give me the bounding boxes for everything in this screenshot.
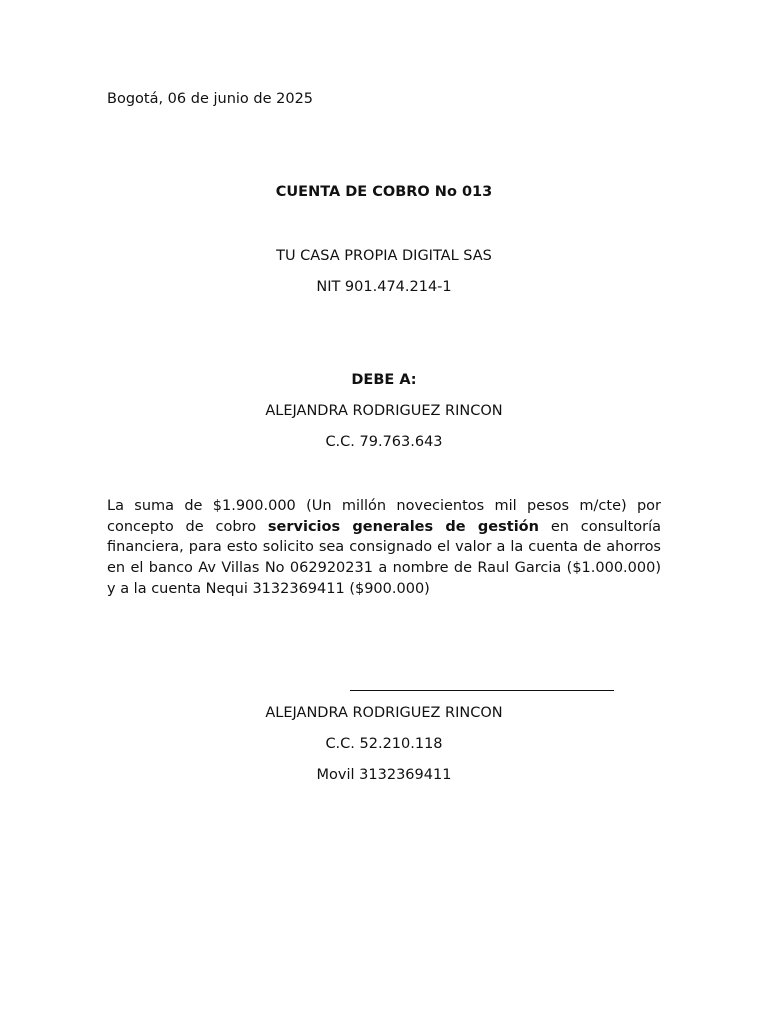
- creditor-name: ALEJANDRA RODRIGUEZ RINCON: [265, 403, 503, 419]
- document-date: Bogotá, 06 de junio de 2025: [107, 91, 314, 107]
- owes-to-label: DEBE A:: [351, 372, 417, 388]
- signature-id: C.C. 52.210.118: [325, 736, 443, 752]
- body-paragraph: [107, 496, 661, 600]
- body-text-part1: La suma de $1.900.000 (Un millón novecientos mil pesos m/cte) por concepto de cobro: [107, 498, 661, 535]
- debtor-nit: NIT 901.474.214-1: [316, 279, 452, 295]
- creditor-id: C.C. 79.763.643: [325, 434, 443, 450]
- signature-phone: Movil 3132369411: [316, 767, 452, 783]
- document-title: CUENTA DE COBRO No 013: [275, 184, 493, 200]
- signature-name: ALEJANDRA RODRIGUEZ RINCON: [265, 705, 503, 721]
- signature-line: [350, 690, 614, 691]
- body-text-part2: en consultoría financiera, para esto solicito sea consignado el valor a la cuenta de ahorros en el banco Av Villas No 062920231 a nombre de Raul Garcia ($1.000.000) y a la cuenta Nequi 3132369411 ($900.000): [107, 518, 662, 597]
- debtor-company: TU CASA PROPIA DIGITAL SAS: [276, 248, 492, 264]
- body-text-emphasis: servicios generales de gestión: [267, 518, 539, 535]
